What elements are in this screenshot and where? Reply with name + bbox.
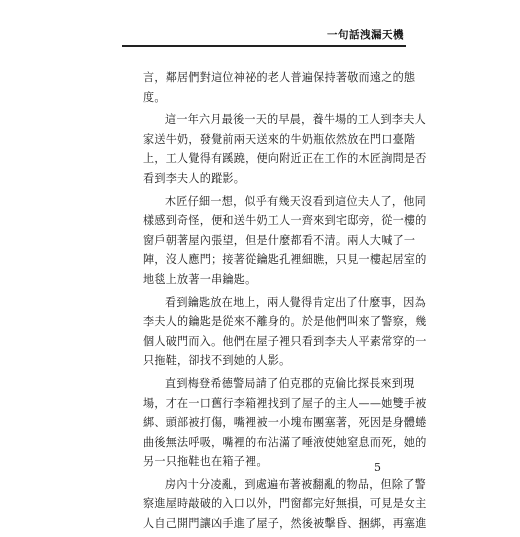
text-line: 木匠仔細一想，似乎有幾天沒看到這位夫人了，他同 [165, 194, 426, 208]
text-line: 只拖鞋，卻找不到她的人影。 [143, 354, 291, 368]
body-text [143, 68, 427, 537]
running-head-title: 一句話洩漏天機 [327, 29, 404, 41]
page-number: 5 [374, 461, 381, 474]
text-line: 言，鄰居們對這位神祕的老人普遍保持著敬而遠之的態 [143, 71, 416, 84]
text-line: 另一只拖鞋也在箱子裡。 [143, 455, 268, 469]
text-line: 家送牛奶，發覺前兩天送來的牛奶瓶依然放在門口臺階 [143, 132, 416, 146]
paragraph [143, 293, 427, 371]
text-line: 看到鑰匙放在地上，兩人覺得肯定出了什麼事，因為 [165, 295, 426, 309]
text-line: 綁、頭部被打傷，嘴裡被一小塊布團塞著，死因是身體蜷 [143, 416, 427, 430]
text-line: 直到梅登希德警局請了伯克郡的克倫比探長來到現 [165, 376, 415, 390]
text-line: 度。 [143, 90, 166, 104]
text-line: 李夫人的鑰匙是從來不離身的。於是他們叫來了警察，幾 [143, 315, 427, 329]
paragraph [143, 110, 427, 188]
text-line: 窗戶朝著屋內張望，但是什麼都看不清。兩人大喊了一 [143, 233, 416, 247]
running-head [122, 29, 406, 47]
text-line: 個人破門而入。他們在屋子裡只看到李夫人平素常穿的一 [143, 334, 427, 348]
text-line: 上，工人覺得有蹊蹺，便向附近正在工作的木匠詢問是否 [143, 152, 427, 166]
text-line: 陣，沒人應門；接著從鑰匙孔裡細瞧，只見一樓起居室的 [143, 253, 427, 267]
paragraph-continued [143, 68, 416, 107]
paragraph [143, 192, 427, 290]
text-line: 場，才在一口舊行李箱裡找到了屋子的主人——她雙手被 [143, 396, 427, 410]
text-line: 這一年六月最後一天的早晨，養牛場的工人到李夫人 [165, 113, 426, 127]
text-line: 曲後無法呼吸，嘴裡的布沾滿了唾液使她窒息而死，她的 [143, 435, 427, 449]
text-line: 樣感到奇怪，便和送牛奶工人一齊來到宅邸旁，從一樓的 [143, 214, 427, 228]
text-line: 房內十分凌亂，到處遍布著被翻亂的物品，但除了警 [165, 477, 426, 491]
text-line: 察進屋時敲破的入口以外，門窗都完好無損，可見是女主 [143, 497, 427, 511]
paragraph [143, 374, 427, 472]
paragraph [143, 475, 427, 534]
text-line: 看到李夫人的蹤影。 [143, 171, 246, 185]
text-line: 人自己開門讓凶手進了屋子，然後被擊昏、捆綁，再塞進 [143, 517, 427, 531]
text-line: 地毯上放著一串鑰匙。 [143, 272, 257, 286]
